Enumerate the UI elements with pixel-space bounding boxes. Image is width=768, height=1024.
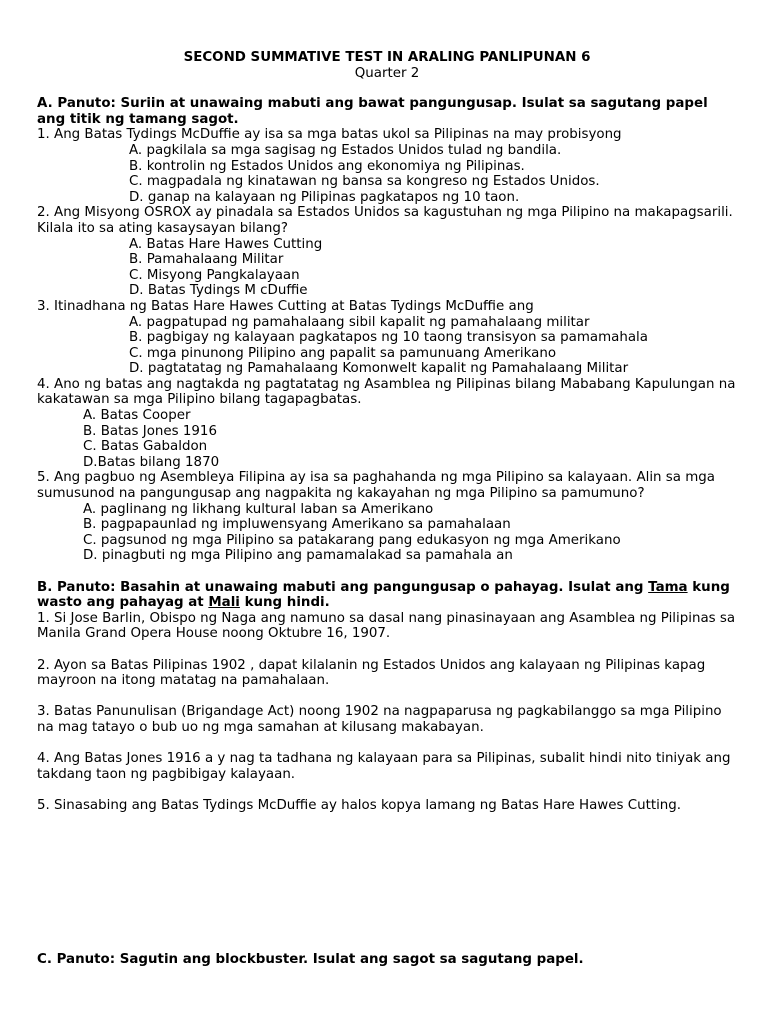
spacer [37,564,737,580]
option-a2-c: C. Misyong Pangkalayaan [129,267,300,283]
section-b [37,580,737,814]
tama-keyword: Tama [648,579,688,595]
option-a5-b: B. pagpapaunlad ng impluwensyang Amerikano sa pamahalaan [83,517,511,533]
question-a2: 2. Ang Misyong OSROX ay pinadala sa Estados Unidos sa kagustuhan ng mga Pilipino na makapagsarili. Kilala ito sa ating kasaysayan bilang? [37,205,733,236]
section-b-instruction-start: B. Panuto: Basahin at unawaing mabuti ang pangungusap o pahayag. Isulat ang [37,579,649,595]
option-a3-a: A. pagpatupad ng pamahalaang sibil kapalit ng pamahalaang militar [129,314,590,330]
option-a5-a: A. paglinang ng likhang kultural laban sa Amerikano [83,501,434,517]
option-a1-b: B. kontrolin ng Estados Unidos ang ekonomiya ng Pilipinas. [129,158,525,174]
document-title: SECOND SUMMATIVE TEST IN ARALING PANLIPUNAN 6 [183,50,591,65]
section-b-instruction-end: kung hindi. [239,595,330,611]
statement-b4: 4. Ang Batas Jones 1916 a y nag ta tadhana ng kalayaan para sa Pilipinas, subalit hindi nito tiniyak ang takdang taon ng pagbibigay kalayaan. [37,751,731,782]
option-a2-d: D. Batas Tydings M cDuffie [129,283,308,299]
question-a4: 4. Ano ng batas ang nagtakda ng pagtatatag ng Asamblea ng Pilipinas bilang Mababang Kapulungan na kakatawan sa mga Pilipino bilang tagapagbatas. [37,376,736,408]
option-a2-b: B. Pamahalaang Militar [129,252,284,268]
option-a4-d: D.Batas bilang 1870 [83,454,220,470]
option-a5-d: D. pinagbuti ng mga Pilipino ang pamamalakad sa pamahala an [83,548,513,564]
option-a4-a: A. Batas Cooper [83,408,191,424]
question-a3: 3. Itinadhana ng Batas Hare Hawes Cutting at Batas Tydings McDuffie ang [37,298,534,314]
section-a-instruction: A. Panuto: Suriin at unawaing mabuti ang bawat pangungusap. Isulat sa sagutang papel ang titik ng tamang sagot. [37,96,708,127]
statement-b5: 5. Sinasabing ang Batas Tydings McDuffie ay halos kopya lamang ng Batas Hare Hawes Cutting. [37,797,682,813]
statement-b2: 2. Ayon sa Batas Pilipinas 1902 , dapat kilalanin ng Estados Unidos ang kalayaan ng Pilipinas kapag mayroon na itong matatag na pamahalaan. [37,657,706,689]
question-a5: 5. Ang pagbuo ng Asembleya Filipina ay isa sa paghahanda ng mga Pilipino sa kalayaan. Alin sa mga sumusunod na pangungusap ang nagpakita ng kakayahan ng mga Pilipino sa pamumuno? [37,470,715,502]
option-a2-a: A. Batas Hare Hawes Cutting [129,236,323,252]
option-a3-d: D. pagtatatag ng Pamahalaang Komonwelt kapalit ng Pamahalaang Militar [129,361,629,377]
statement-b1: 1. Si Jose Barlin, Obispo ng Naga ang namuno sa dasal nang pinasinayaan ang Asamblea ng Pilipinas sa Manila Grand Opera House noong Oktubre 16, 1907. [37,610,736,642]
section-c-instruction: C. Panuto: Sagutin ang blockbuster. Isulat ang sagot sa sagutang papel. [37,952,584,967]
option-a1-d: D. ganap na kalayaan ng Pilipinas pagkatapos ng 10 taon. [129,189,520,205]
option-a3-c: C. mga pinunong Pilipino ang papalit sa pamunuang Amerikano [129,345,557,361]
document-subtitle: Quarter 2 [354,65,420,81]
option-a1-c: C. magpadala ng kinatawan ng bansa sa kongreso ng Estados Unidos. [129,174,600,190]
option-a5-c: C. pagsunod ng mga Pilipino sa patakarang pang edukasyon ng mga Amerikano [83,532,621,548]
section-a [37,96,737,564]
mali-keyword: Mali [208,595,240,611]
test-page [37,50,737,829]
section-b-instruction-middle: kung wasto ang pahayag at [37,579,730,611]
option-a1-a: A. pagkilala sa mga sagisag ng Estados Unidos tulad ng bandila. [129,142,562,158]
statement-b3: 3. Batas Panunulisan (Brigandage Act) noong 1902 na nagpaparusa ng pagkabilanggo sa mga Pilipino na mag tatayo o bub uo ng mga samahan at kilusang makabayan. [37,704,722,735]
option-a4-b: B. Batas Jones 1916 [83,423,217,439]
section-b-instruction [37,580,737,611]
option-a4-c: C. Batas Gabaldon [83,439,208,455]
question-a1: 1. Ang Batas Tydings McDuffie ay isa sa mga batas ukol sa Pilipinas na may probisyong [37,127,622,143]
option-a3-b: B. pagbigay ng kalayaan pagkatapos ng 10 taong transisyon sa pamamahala [129,330,648,346]
